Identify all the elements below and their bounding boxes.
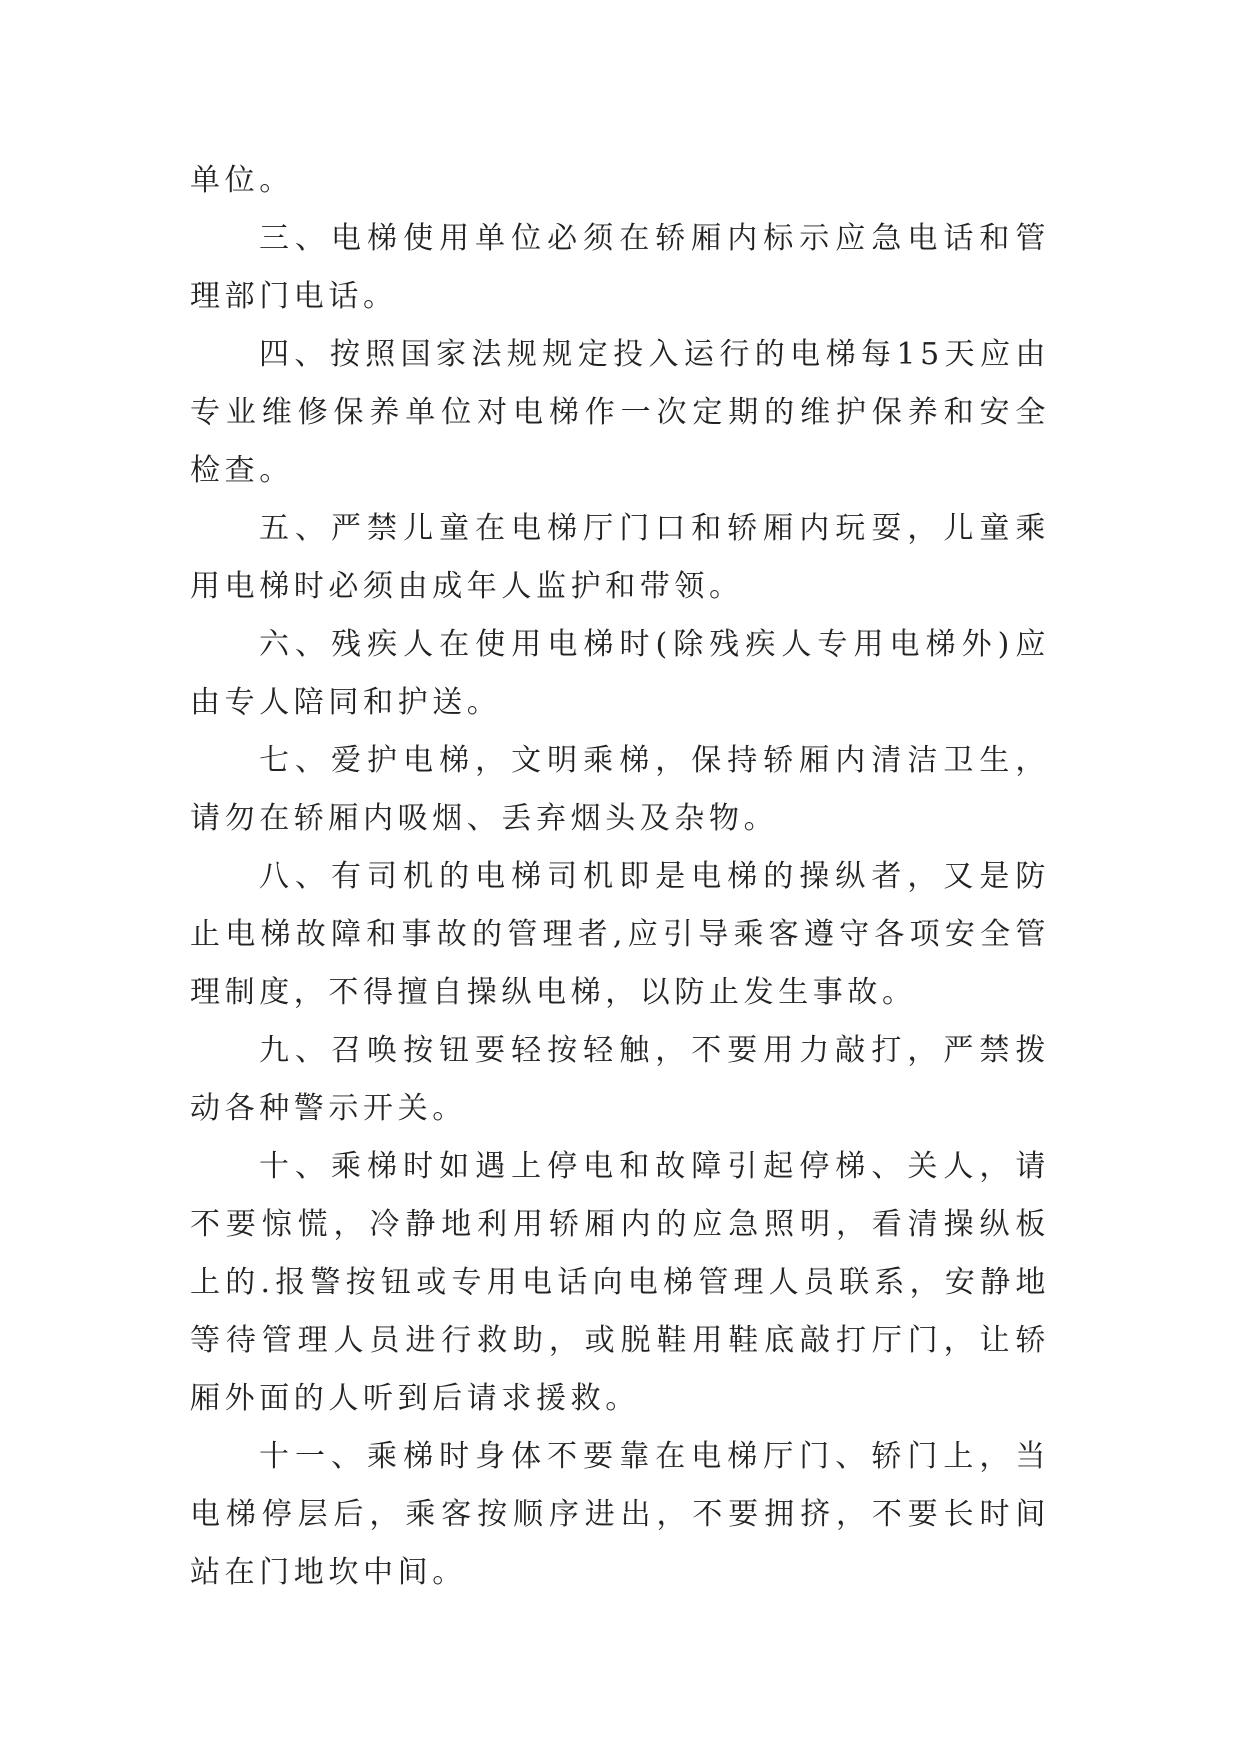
paragraph-item-7: 七、爱护电梯，文明乘梯，保持轿厢内清洁卫生，请勿在轿厢内吸烟、丢弃烟头及杂物。 <box>190 743 1050 836</box>
document-body <box>190 152 1050 1602</box>
paragraph-item-11: 十一、乘梯时身体不要靠在电梯厅门、轿门上，当电梯停层后，乘客按顺序进出，不要拥挤，不要长时间站在门地坎中间。 <box>190 1439 1050 1590</box>
paragraph-item-4: 四、按照国家法规规定投入运行的电梯每15天应由专业维修保养单位对电梯作一次定期的维护保养和安全检查。 <box>190 337 1050 488</box>
paragraph-item-3: 三、电梯使用单位必须在轿厢内标示应急电话和管理部门电话。 <box>190 221 1050 314</box>
paragraph-item-8: 八、有司机的电梯司机即是电梯的操纵者，又是防止电梯故障和事故的管理者,应引导乘客遵守各项安全管理制度，不得擅自操纵电梯，以防止发生事故。 <box>190 859 1050 1010</box>
paragraph-item-10: 十、乘梯时如遇上停电和故障引起停梯、关人，请不要惊慌，冷静地利用轿厢内的应急照明，看清操纵板上的.报警按钮或专用电话向电梯管理人员联系，安静地等待管理人员进行救助，或脱鞋用鞋底敲打厅门，让轿厢外面的人听到后请求援救。 <box>190 1149 1050 1416</box>
paragraph-item-6: 六、残疾人在使用电梯时(除残疾人专用电梯外)应由专人陪同和护送。 <box>190 627 1050 720</box>
paragraph-item-9: 九、召唤按钮要轻按轻触，不要用力敲打，严禁拨动各种警示开关。 <box>190 1033 1050 1126</box>
paragraph-item-5: 五、严禁儿童在电梯厅门口和轿厢内玩耍，儿童乘用电梯时必须由成年人监护和带领。 <box>190 511 1050 604</box>
paragraph-continuation: 单位。 <box>190 163 294 198</box>
